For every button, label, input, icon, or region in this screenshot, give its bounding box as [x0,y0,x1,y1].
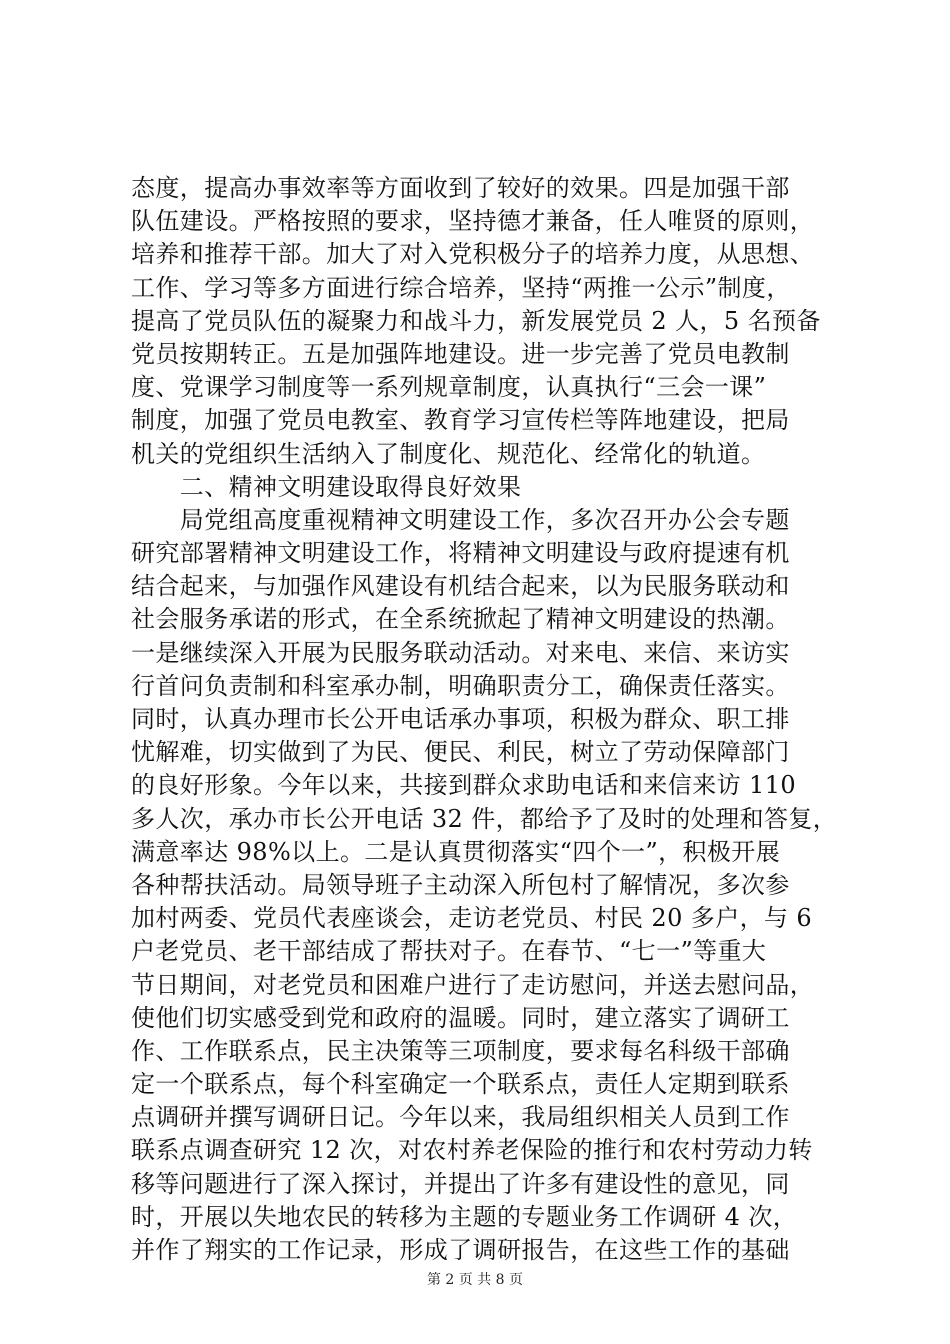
text-line: 加村两委、党员代表座谈会，走访老党员、村民 20 多户，与 6 [131,904,813,933]
text-line: 时，开展以失地农民的转移为主题的专题业务工作调研 4 次， [131,1202,798,1231]
page-number: 第 2 页 共 8 页 [426,1272,524,1288]
text-line: 使他们切实感受到党和政府的温暖。同时，建立落实了调研工 [131,1003,790,1032]
text-line: 党员按期转正。五是加强阵地建设。进一步完善了党员电教制 [131,339,790,368]
page-footer [0,1270,950,1290]
text-line: 节日期间，对老党员和困难户进行了走访慰问，并送去慰问品， [131,970,815,999]
text-line: 研究部署精神文明建设工作，将精神文明建设与政府提速有机 [131,539,790,568]
text-line: 满意率达 98%以上。二是认真贯彻落实“四个一”，积极开展 [131,837,781,866]
text-line: 提高了党员队伍的凝聚力和战斗力，新发展党员 2 人，5 名预备 [131,306,821,335]
text-line: 户老党员、老干部结成了帮扶对子。在春节、“七一”等重大 [131,937,767,966]
text-line: 作、工作联系点，民主决策等三项制度，要求每名科级干部确 [131,1036,790,1065]
text-line: 社会服务承诺的形式，在全系统掀起了精神文明建设的热潮。 [131,605,790,634]
text-line: 态度，提高办事效率等方面收到了较好的效果。四是加强干部 [131,174,790,202]
text-line: 忧解难，切实做到了为民、便民、利民，树立了劳动保障部门 [131,738,790,767]
text-line: 一是继续深入开展为民服务联动活动。对来电、来信、来访实 [131,638,790,667]
section-heading: 二、精神文明建设取得良好效果 [131,472,522,501]
text-line: 多人次，承办市长公开电话 32 件，都给予了及时的处理和答复， [131,804,838,833]
text-line: 联系点调查研究 12 次，对农村养老保险的推行和农村劳动力转 [131,1136,813,1165]
text-line: 并作了翔实的工作记录，形成了调研报告，在这些工作的基础 [131,1236,790,1264]
text-line: 度、党课学习制度等一系列规章制度，认真执行“三会一课” [131,373,767,402]
text-line: 机关的党组织生活纳入了制度化、规范化、经常化的轨道。 [131,439,766,468]
text-line: 点调研并撰写调研日记。今年以来，我局组织相关人员到工作 [131,1103,790,1132]
text-line: 局党组高度重视精神文明建设工作，多次召开办公会专题 [131,505,790,534]
text-line: 制度，加强了党员电教室、教育学习宣传栏等阵地建设，把局 [131,406,790,435]
body-text [131,172,838,1267]
text-line: 同时，认真办理市长公开电话承办事项，积极为群众、职工排 [131,705,790,733]
text-line: 各种帮扶活动。局领导班子主动深入所包村了解情况，多次参 [131,870,790,899]
text-line: 培养和推荐干部。加大了对入党积极分子的培养力度，从思想、 [131,240,815,269]
text-line: 结合起来，与加强作风建设有机结合起来，以为民服务联动和 [131,572,790,601]
text-line: 定一个联系点，每个科室确定一个联系点，责任人定期到联系 [131,1070,790,1099]
text-line: 队伍建设。严格按照的要求，坚持德才兼备，任人唯贤的原则， [131,207,815,236]
text-line: 工作、学习等多方面进行综合培养，坚持“两推一公示”制度， [131,273,791,302]
text-line: 的良好形象。今年以来，共接到群众求助电话和来信来访 110 [131,771,797,800]
text-line: 移等问题进行了深入探讨，并提出了许多有建设性的意见，同 [131,1169,790,1198]
text-line: 行首问负责制和科室承办制，明确职责分工，确保责任落实。 [131,671,790,700]
